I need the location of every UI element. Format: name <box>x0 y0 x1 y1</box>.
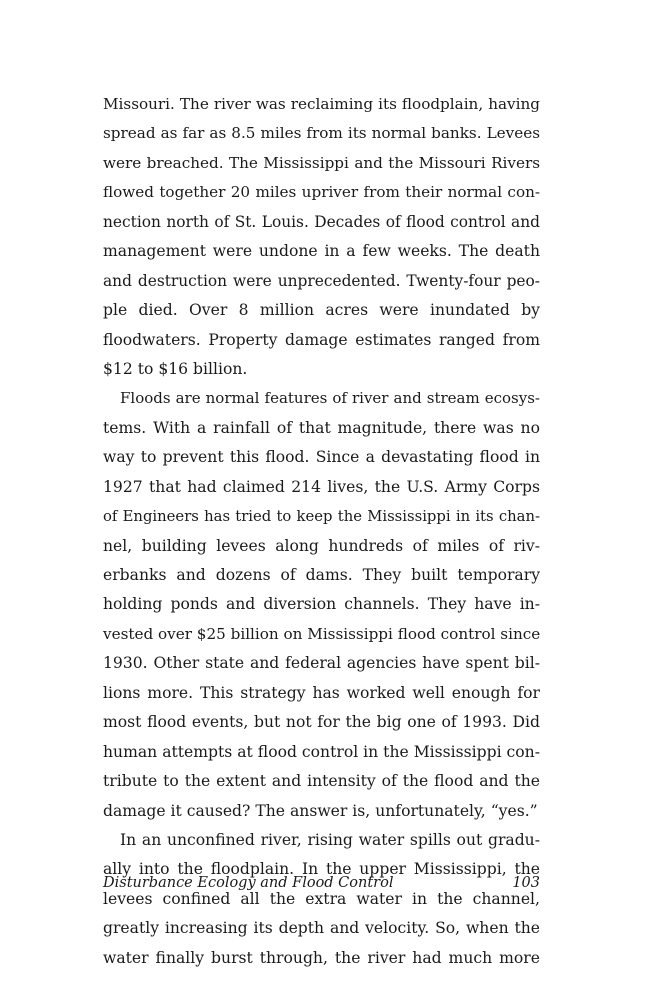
text-line: spread as far as 8.5 miles from its normal banks. Levees <box>103 124 540 143</box>
text-line: 1930. Other state and federal agencies have spent bil- <box>103 654 540 673</box>
text-line: $12 to $16 billion. <box>103 359 248 378</box>
text-line: of Engineers has tried to keep the Mississippi in its chan- <box>103 508 540 526</box>
text-line: damage it caused? The answer is, unfortunately, “yes.” <box>103 801 538 820</box>
text-line: nel, building levees along hundreds of miles of riv- <box>103 536 540 555</box>
text-line: lions more. This strategy has worked well enough for <box>103 683 540 702</box>
text-line: water finally burst through, the river had much more <box>103 948 540 967</box>
page-number: 103 <box>512 875 540 891</box>
text-line: and destruction were unprecedented. Twenty-four peo- <box>103 271 540 290</box>
text-line: flowed together 20 miles upriver from their normal con- <box>103 183 540 202</box>
text-line: ple died. Over 8 million acres were inundated by <box>103 301 540 320</box>
text-line: levees confined all the extra water in the channel, <box>103 889 540 908</box>
text-line: tems. With a rainfall of that magnitude, there was no <box>103 418 540 437</box>
text-line: human attempts at flood control in the Mississippi con- <box>103 742 540 761</box>
text-line: tribute to the extent and intensity of the flood and the <box>103 772 540 791</box>
page-footer <box>103 872 540 894</box>
text-line: In an unconfined river, rising water spills out gradu- <box>120 830 540 849</box>
text-line: Floods are normal features of river and stream ecosys- <box>120 389 540 408</box>
text-line: 1927 that had claimed 214 lives, the U.S. Army Corps <box>103 477 540 496</box>
text-line: erbanks and dozens of dams. They built temporary <box>103 566 540 584</box>
text-line: most flood events, but not for the big one of 1993. Did <box>103 713 540 732</box>
text-line: greatly increasing its depth and velocity. So, when the <box>103 919 540 938</box>
text-line: ally into the floodplain. In the upper Mississippi, the <box>103 860 540 879</box>
text-line: were breached. The Mississippi and the Missouri Rivers <box>103 153 540 172</box>
body-text <box>103 90 540 973</box>
running-title: Disturbance Ecology and Flood Control <box>103 875 394 891</box>
text-line: nection north of St. Louis. Decades of flood control and <box>103 212 540 231</box>
text-line: Missouri. The river was reclaiming its floodplain, having <box>103 95 540 113</box>
text-line: floodwaters. Property damage estimates ranged from <box>103 330 540 349</box>
text-line: management were undone in a few weeks. The death <box>103 242 540 261</box>
text-line: way to prevent this flood. Since a devastating flood in <box>103 448 540 467</box>
text-line: vested over $25 billion on Mississippi flood control since <box>103 624 541 643</box>
text-line: holding ponds and diversion channels. They have in- <box>103 595 540 614</box>
